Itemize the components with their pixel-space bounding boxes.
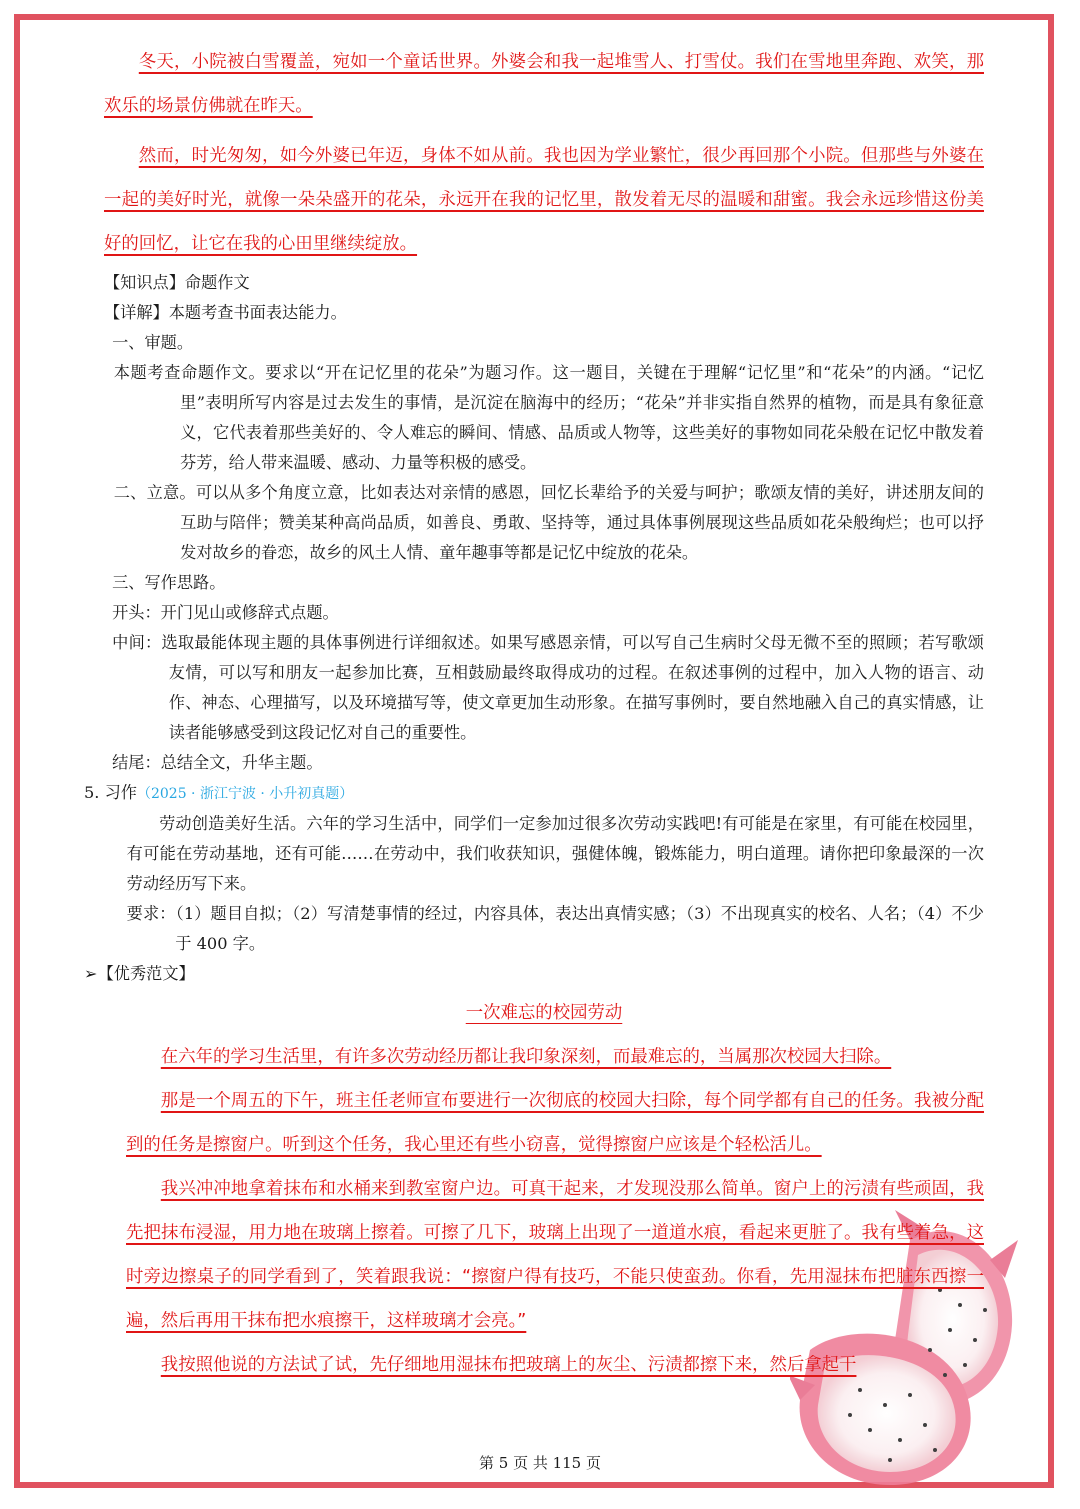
section-3-middle: 中间：选取最能体现主题的具体事例进行详细叙述。如果写感恩亲情，可以写自己生病时父母无微不至的照顾；若写歌颂友情，可以写和朋友一起参加比赛，互相鼓励最终取得成功的过程。在叙述事例的过程中，加入人物的语言、动作、神态、心理描写，以及环境描写等，使文章更加生动形象。在描写事例时，要自然地融入自己的真实情感，让读者能够感受到这段记忆对自己的重要性。 [112, 633, 984, 742]
essay2-paragraph: 我按照他说的方法试了试，先仔细地用湿抹布把玻璃上的灰尘、污渍都擦下来，然后拿起干 [160, 1355, 857, 1375]
essay2-title: 一次难忘的校园劳动 [465, 1003, 623, 1023]
question-5-prompt: 劳动创造美好生活。六年的学习生活中，同学们一定参加过很多次劳动实践吧!有可能是在家里，有可能在校园里，有可能在劳动基地，还有可能……在劳动中，我们收获知识，强健体魄，锻炼能力，明白道理。请你把印象最深的一次劳动经历写下来。 [126, 814, 984, 893]
knowledge-point: 【知识点】命题作文 [104, 273, 250, 292]
detail-intro: 【详解】本题考查书面表达能力。 [104, 303, 347, 322]
question-5-header [84, 778, 984, 809]
question-source: （2025 · 浙江宁波 · 小升初真题） [136, 786, 354, 802]
section-3-end: 结尾：总结全文，升华主题。 [112, 753, 323, 772]
essay2-paragraph: 那是一个周五的下午，班主任老师宣布要进行一次彻底的校园大扫除，每个同学都有自己的任务。我被分配到的任务是擦窗户。听到这个任务，我心里还有些小窃喜，觉得擦窗户应该是个轻松活儿。 [126, 1091, 984, 1155]
question-5-requirements: 要求：（1）题目自拟；（2）写清楚事情的经过，内容具体，表达出真情实感；（3）不出现真实的校名、人名；（4）不少于 400 字。 [126, 904, 984, 953]
section-3-heading: 三、写作思路。 [112, 573, 226, 592]
section-3-start: 开头：开门见山或修辞式点题。 [112, 603, 339, 622]
essay2-paragraph: 在六年的学习生活里，有许多次劳动经历都让我印象深刻，而最难忘的，当属那次校园大扫除。 [160, 1047, 892, 1067]
essay1-paragraph: 然而，时光匆匆，如今外婆已年迈，身体不如从前。我也因为学业繁忙，很少再回那个小院。但那些与外婆在一起的美好时光，就像一朵朵盛开的花朵，永远开在我的记忆里，散发着无尽的温暖和甜蜜。我会永远珍惜这份美好的回忆，让它在我的心田里继续绽放。 [104, 146, 984, 254]
page-footer: 第 5 页 共 115 页 [478, 1454, 601, 1472]
section-2-text: 二、立意。可以从多个角度立意，比如表达对亲情的感恩，回忆长辈给予的关爱与呵护；歌颂友情的美好，讲述朋友间的互助与陪伴；赞美某种高尚品质，如善良、勇敢、坚持等，通过具体事例展现这些品质如花朵般绚烂；也可以抒发对故乡的眷恋，故乡的风土人情、童年趣事等都是记忆中绽放的花朵。 [113, 483, 984, 562]
section-1-heading: 一、审题。 [112, 333, 194, 352]
section-1-text: 本题考查命题作文。要求以“开在记忆里的花朵”为题习作。这一题目，关键在于理解“记忆里”和“花朵”的内涵。“记忆里”表明所写内容是过去发生的事情，是沉淀在脑海中的经历；“花朵”并非实指自然界的植物，而是具有象征意义，它代表着那些美好的、令人难忘的瞬间、情感、品质或人物等，这些美好的事物如同花朵般在记忆中散发着芬芳，给人带来温暖、感动、力量等积极的感受。 [113, 363, 984, 472]
question-5-label: 5. 习作 [84, 783, 137, 802]
sample-essay-label: ➢【优秀范文】 [84, 964, 195, 983]
essay1-paragraph: 冬天，小院被白雪覆盖，宛如一个童话世界。外婆会和我一起堆雪人、打雪仗。我们在雪地里奔跑、欢笑，那欢乐的场景仿佛就在昨天。 [104, 52, 984, 116]
essay2-paragraph: 我兴冲冲地拿着抹布和水桶来到教室窗户边。可真干起来，才发现没那么简单。窗户上的污渍有些顽固，我先把抹布浸湿，用力地在玻璃上擦着。可擦了几下，玻璃上出现了一道道水痕，看起来更脏了。我有些着急，这时旁边擦桌子的同学看到了，笑着跟我说：“擦窗户得有技巧，不能只使蛮劲。你看，先用湿抹布把脏东西擦一遍，然后再用干抹布把水痕擦干，这样玻璃才会亮。” [126, 1179, 984, 1331]
page-content [84, 40, 984, 1387]
